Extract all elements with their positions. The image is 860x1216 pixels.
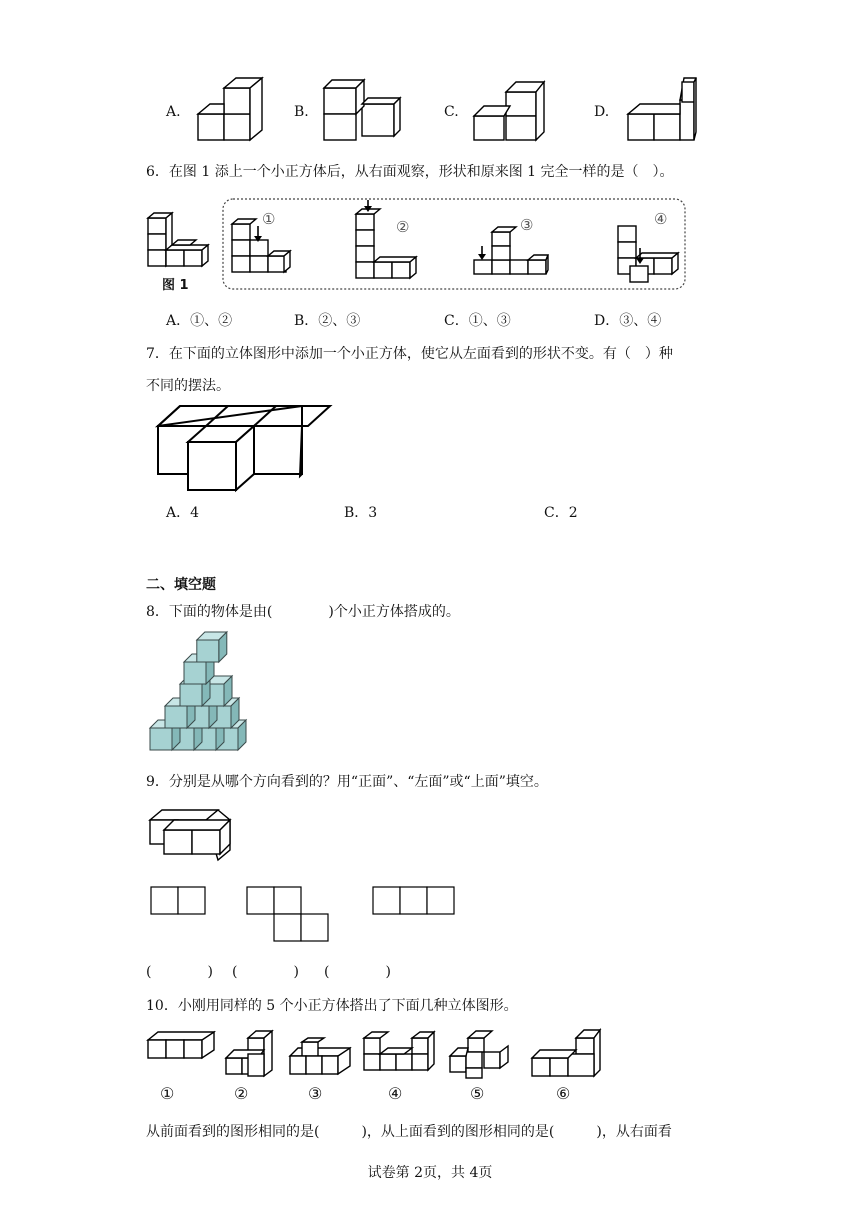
cube [150,728,172,750]
q10-label-5: ⑤ [470,1084,485,1103]
q10-label-2: ② [234,1084,249,1103]
q9-view-1 [150,886,210,916]
q7-option-c: C．2 [544,505,578,521]
q10-label-1: ① [160,1084,175,1103]
section-title: 二、填空题 [146,577,216,593]
q10-figure-5 [448,1028,514,1078]
q7-stem-line2: 不同的摆法。 [146,378,230,394]
q9-blank-3[interactable]: ( ) [324,964,391,980]
q6-option-c: C．①、③ [444,313,511,329]
q10-figure-1 [146,1028,218,1068]
q9-blank-2[interactable]: ( ) [232,964,299,980]
q10-stem: 10．小刚用同样的 5 个小正方体搭出了下面几种立体图形。 [146,998,518,1014]
q9-view-3 [372,886,460,916]
cube [180,684,202,706]
q7-option-a: A．4 [166,505,200,521]
q6-option-3-figure [472,212,552,282]
q6-figure-1-label: 图 1 [162,278,189,293]
q10-label-6: ⑥ [556,1084,571,1103]
page-footer: 试卷第 2页，共 4页 [367,1165,493,1181]
q5-figure-c [470,76,550,146]
q7-figure [154,402,310,494]
q5-option-d: D. [594,104,610,120]
q10-label-4: ④ [388,1084,403,1103]
q8-figure [146,634,276,758]
q8-stem: 8．下面的物体是由( )个小正方体搭成的。 [146,604,460,620]
q6-marker-2: ② [396,218,410,236]
q6-option-a: A．①、② [166,313,233,329]
q6-option-d: D．③、④ [594,313,662,329]
q10-figure-6 [530,1028,604,1080]
q6-marker-1: ① [262,210,276,228]
q6-option-b: B．②、③ [294,313,361,329]
q10-figure-4 [362,1030,436,1072]
q5-option-a: A. [166,104,181,120]
q9-solid-figure [148,806,238,858]
q6-option-2-figure [352,200,422,284]
q5-figure-b [320,76,410,146]
q10-answer-line: 从前面看到的图形相同的是( )，从上面看到的图形相同的是( )，从右面看 [146,1124,672,1140]
q6-marker-4: ④ [654,210,668,228]
q5-figure-a [190,76,270,146]
cube [184,662,206,684]
q7-stem-line1: 7．在下面的立体图形中添加一个小正方体，使它从左面看到的形状不变。有（ ）种 [146,346,673,362]
q6-marker-3: ③ [520,216,534,234]
cube [197,640,219,662]
q5-figure-d [624,76,704,146]
q9-stem: 9．分别是从哪个方向看到的？用“正面”、“左面”或“上面”填空。 [146,774,548,790]
q10-label-3: ③ [308,1084,323,1103]
q9-view-2 [246,886,336,944]
q9-blank-1[interactable]: ( ) [146,964,213,980]
q10-figure-3 [288,1038,354,1080]
q5-option-b: B. [294,104,309,120]
q10-figure-2 [222,1028,282,1080]
q7-option-b: B．3 [344,505,378,521]
q6-option-4-figure [614,218,684,288]
q5-option-c: C. [444,104,459,120]
q6-stem: 6．在图 1 添上一个小正方体后，从右面观察，形状和原来图 1 完全一样的是（ ）。 [146,164,674,180]
cube [165,706,187,728]
